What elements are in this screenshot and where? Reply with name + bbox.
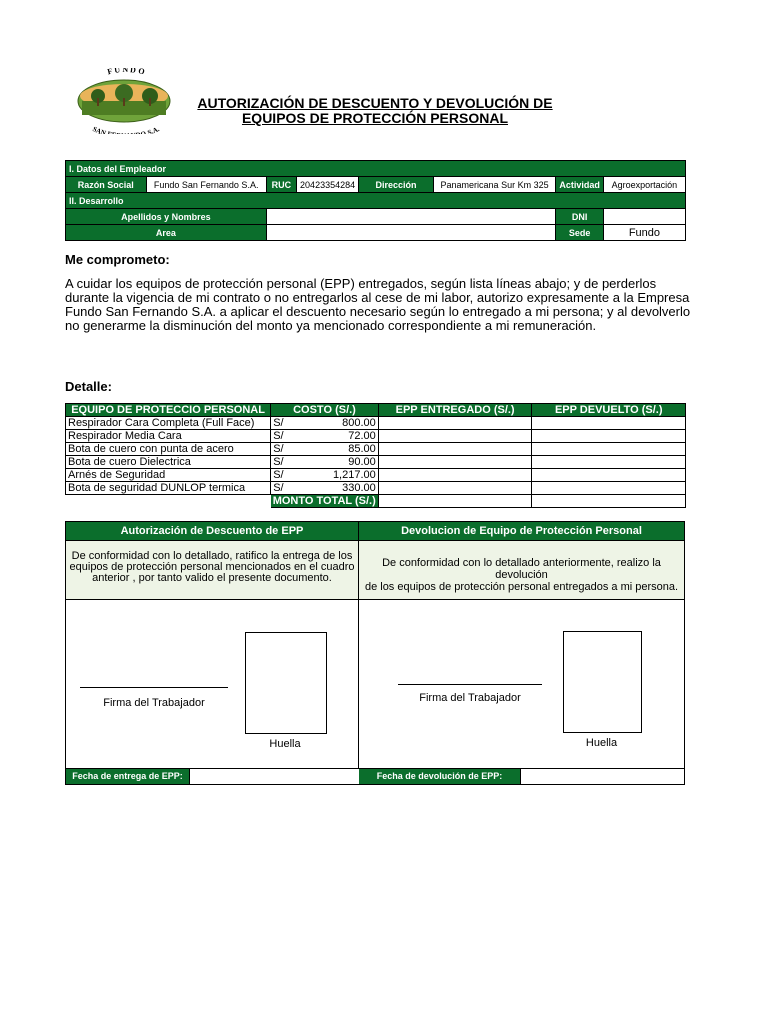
title-line-2: EQUIPOS DE PROTECCIÓN PERSONAL <box>241 110 509 126</box>
section-employer-label: I. Datos del Empleador <box>66 161 686 177</box>
commitment-line-2: durante la vigencia de mi contrato o no entregarlos al cese de mi labor, autorizo expresamente a la Empresa <box>65 290 690 305</box>
total-devuelto-cell[interactable] <box>532 495 686 508</box>
fecha-devolucion-label: Fecha de devolución de EPP: <box>359 769 521 784</box>
epp-detail-table <box>65 403 686 508</box>
ruc-label: RUC <box>266 177 296 193</box>
sede-field[interactable]: Fundo <box>603 225 685 241</box>
entregado-cell[interactable] <box>378 482 532 495</box>
auth-left-text <box>66 540 359 600</box>
item-cost: 90.00 <box>318 456 379 469</box>
commitment-line-3: Fundo San Fernando S.A. a aplicar el descuento necesario según lo entregado a mi persona; y al devolverlo <box>65 304 691 319</box>
table-row <box>66 417 686 430</box>
fecha-entrega-field[interactable] <box>190 769 358 784</box>
auth-right-text-2: de los equipos de protección personal entregados a mi persona. <box>364 581 679 593</box>
total-entregado-cell[interactable] <box>378 495 532 508</box>
table-row <box>66 482 686 495</box>
auth-left-text-1: De conformidad con lo detallado, ratifico la entrega de los <box>71 550 353 562</box>
section-desarrollo-label: II. Desarrollo <box>66 193 686 209</box>
col-header-equipo: EQUIPO DE PROTECCIO PERSONAL <box>66 404 271 417</box>
entregado-cell[interactable] <box>378 430 532 443</box>
item-name: Arnés de Seguridad <box>66 469 271 482</box>
commitment-line-4: no generarme la disminución del monto ya mencionado correspondiente a mi remuneración. <box>65 318 597 333</box>
svg-text:F U N D O <box>106 68 145 76</box>
table-row <box>66 469 686 482</box>
nombres-label: Apellidos y Nombres <box>66 209 267 225</box>
entregado-cell[interactable] <box>378 443 532 456</box>
razon-social-label: Razón Social <box>66 177 147 193</box>
auth-left-header: Autorización de Descuento de EPP <box>66 522 359 540</box>
detail-heading: Detalle: <box>65 379 112 394</box>
col-header-costo: COSTO (S/.) <box>271 404 379 417</box>
devuelto-cell[interactable] <box>532 482 686 495</box>
entregado-cell[interactable] <box>378 417 532 430</box>
item-currency: S/ <box>271 482 318 495</box>
auth-right-text <box>359 540 684 600</box>
table-row <box>66 430 686 443</box>
area-label: Area <box>66 225 267 241</box>
ruc-value[interactable]: 20423354284 <box>297 177 359 193</box>
table-row <box>66 456 686 469</box>
sede-label: Sede <box>556 225 604 241</box>
nombres-field[interactable] <box>266 209 556 225</box>
actividad-value[interactable]: Agroexportación <box>603 177 685 193</box>
direccion-label: Dirección <box>359 177 434 193</box>
entregado-cell[interactable] <box>378 456 532 469</box>
devuelto-cell[interactable] <box>532 469 686 482</box>
firma-right-label: Firma del Trabajador <box>419 692 521 704</box>
actividad-label: Actividad <box>556 177 604 193</box>
signature-line-left <box>80 687 228 688</box>
logo-top-text: F U N D O <box>106 68 146 77</box>
signature-line-right <box>398 684 542 685</box>
table-row <box>66 443 686 456</box>
huella-left-label: Huella <box>269 738 301 750</box>
item-name: Respirador Media Cara <box>66 430 271 443</box>
commitment-line-1: A cuidar los equipos de protección personal (EPP) entregados, según lista líneas abajo; y de perderlos <box>65 276 657 291</box>
razon-social-value[interactable]: Fundo San Fernando S.A. <box>146 177 266 193</box>
huella-right-label: Huella <box>585 737 618 749</box>
commitment-heading: Me comprometo: <box>65 252 170 267</box>
item-name: Bota de cuero Dielectrica <box>66 456 271 469</box>
devuelto-cell[interactable] <box>532 430 686 443</box>
col-header-entregado: EPP ENTREGADO (S/.) <box>378 404 532 417</box>
employer-table <box>65 160 686 241</box>
authorization-box <box>65 521 685 785</box>
item-name: Bota de seguridad DUNLOP termica <box>66 482 271 495</box>
item-cost: 72.00 <box>318 430 379 443</box>
fingerprint-box-right[interactable] <box>563 631 642 733</box>
item-cost: 85.00 <box>318 443 379 456</box>
item-currency: S/ <box>271 417 318 430</box>
title-line-1: AUTORIZACIÓN DE DESCUENTO Y DEVOLUCIÓN DE <box>197 95 553 111</box>
svg-text:SAN FERNANDO S.A. <box>91 125 161 134</box>
auth-left-text-2: equipos de protección personal mencionados en el cuadro <box>69 561 355 573</box>
item-currency: S/ <box>271 443 318 456</box>
item-cost: 330.00 <box>318 482 379 495</box>
fecha-entrega-label: Fecha de entrega de EPP: <box>66 769 190 784</box>
commitment-text <box>65 277 705 333</box>
devuelto-cell[interactable] <box>532 456 686 469</box>
direccion-value[interactable]: Panamericana Sur Km 325 <box>433 177 556 193</box>
dni-label: DNI <box>556 209 604 225</box>
devuelto-cell[interactable] <box>532 417 686 430</box>
logo-bottom-text: SAN S.A. <box>91 125 161 134</box>
item-currency: S/ <box>271 469 318 482</box>
fecha-devolucion-field[interactable] <box>521 769 684 784</box>
area-field[interactable] <box>266 225 556 241</box>
item-cost: 800.00 <box>318 417 379 430</box>
devuelto-cell[interactable] <box>532 443 686 456</box>
col-header-devuelto: EPP DEVUELTO (S/.) <box>532 404 686 417</box>
fingerprint-box-left[interactable] <box>245 632 327 734</box>
auth-right-header: Devolucion de Equipo de Protección Personal <box>359 522 684 540</box>
item-currency: S/ <box>271 430 318 443</box>
document-title <box>160 96 590 126</box>
item-name: Respirador Cara Completa (Full Face) <box>66 417 271 430</box>
item-name: Bota de cuero con punta de acero <box>66 443 271 456</box>
auth-right-text-1: De conformidad con lo detallado anteriormente, realizo la devolución <box>382 557 661 581</box>
item-cost: 1,217.00 <box>318 469 379 482</box>
auth-left-text-3: anterior , por tanto valido el presente documento. <box>92 572 332 584</box>
item-currency: S/ <box>271 456 318 469</box>
firma-left-label: Firma del Trabajador <box>103 697 205 709</box>
dni-field[interactable] <box>603 209 685 225</box>
monto-total-label: MONTO TOTAL (S/.) <box>271 495 379 508</box>
entregado-cell[interactable] <box>378 469 532 482</box>
